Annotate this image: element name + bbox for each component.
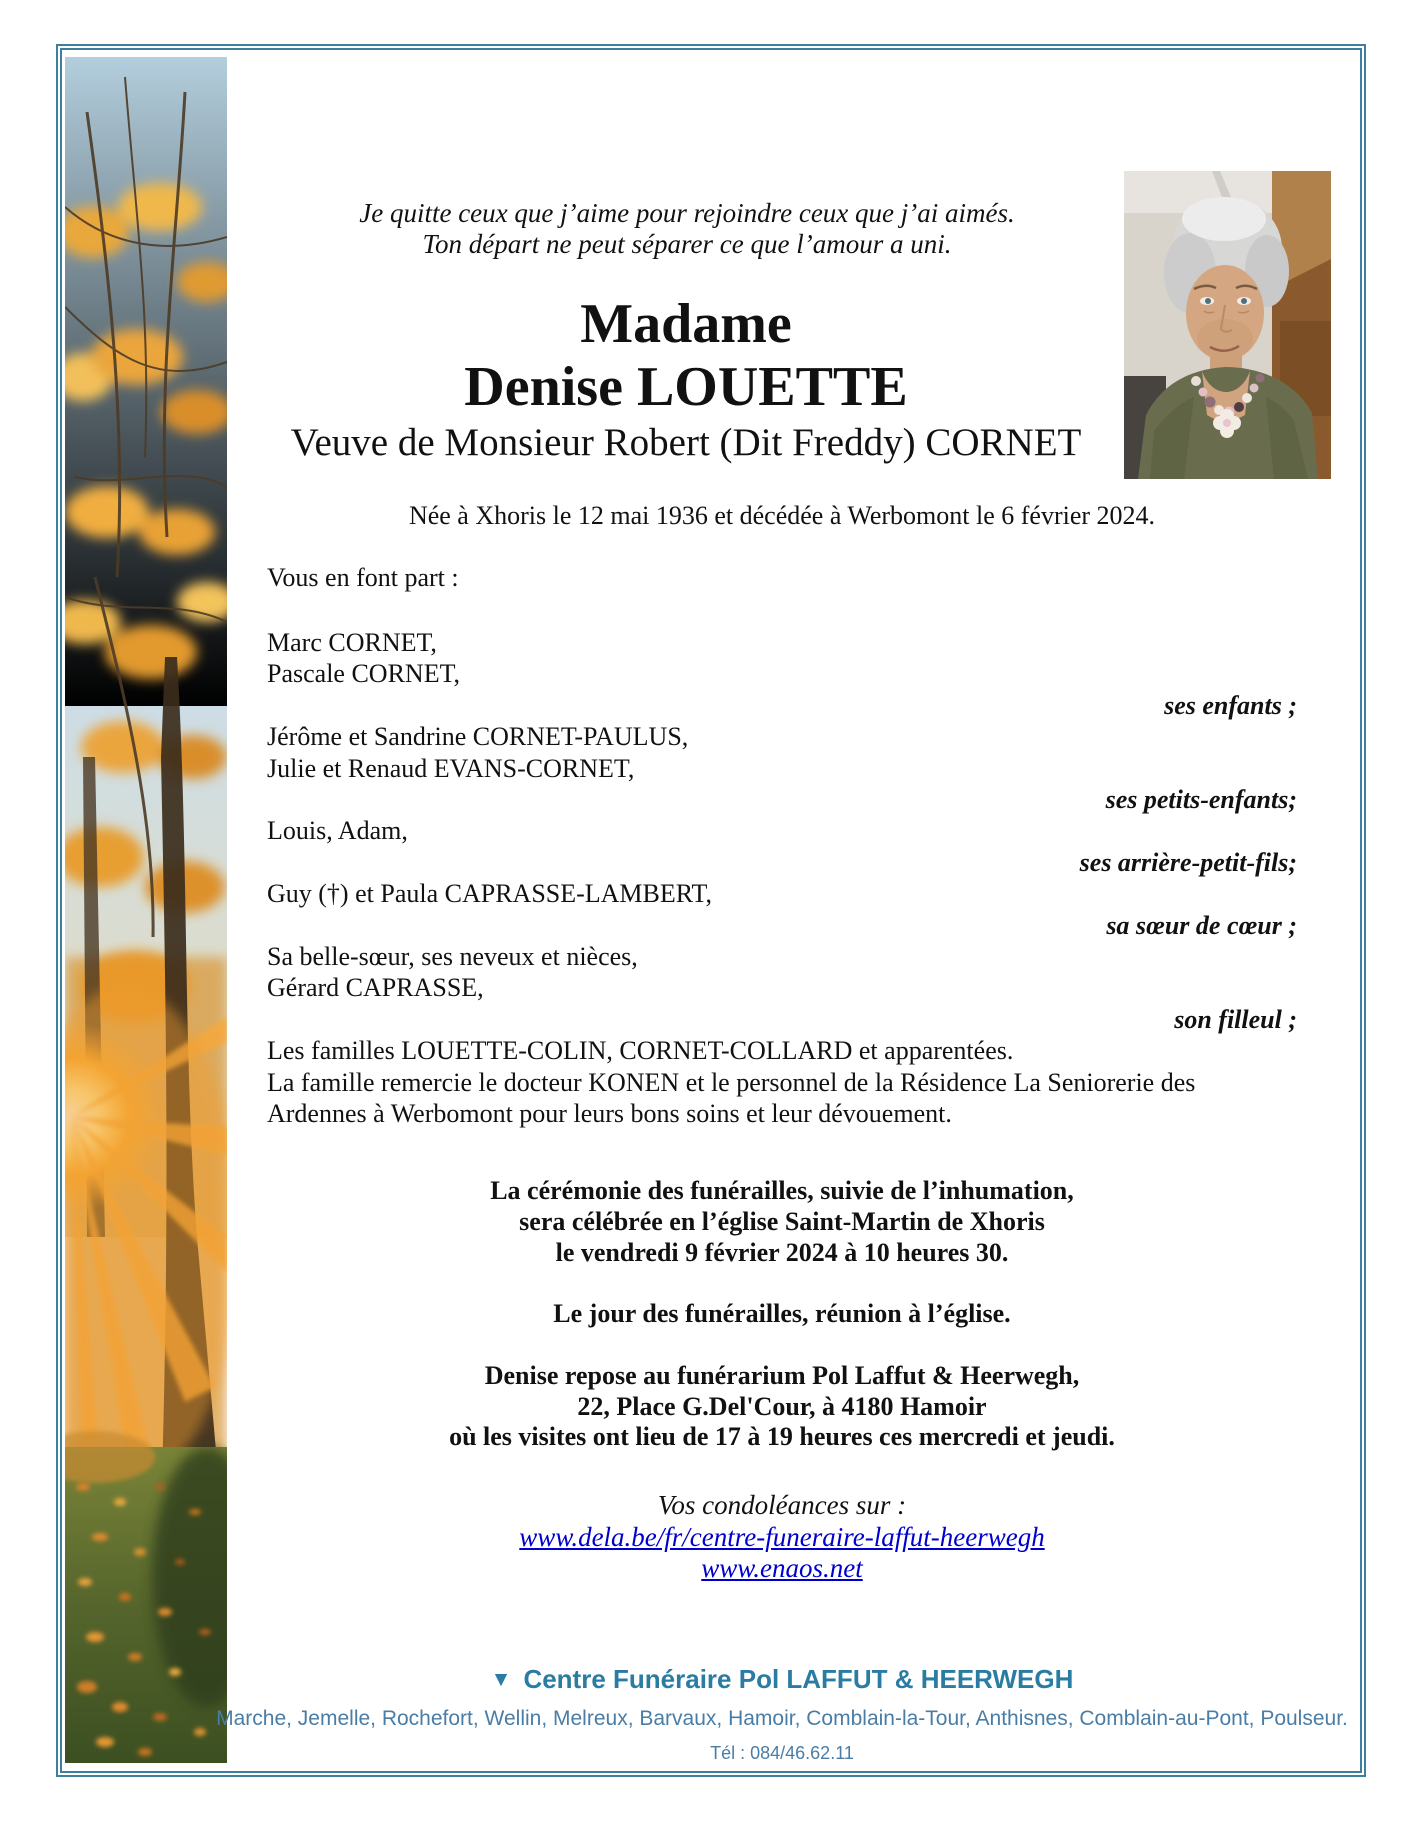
- family-name-line: Les familles LOUETTE-COLIN, CORNET-COLLARD et apparentées.: [267, 1036, 1014, 1066]
- ceremony-line: Le jour des funérailles, réunion à l’église.: [553, 1299, 1011, 1329]
- life-dates: Née à Xhoris le 12 mai 1936 et décédée à Werbomont le 6 février 2024.: [408, 501, 1156, 530]
- family-name-line: Louis, Adam,: [267, 816, 408, 846]
- relation-label: ses arrière-petit-fils;: [1079, 847, 1297, 877]
- ceremony-paragraph: [267, 1299, 1297, 1330]
- title-madame: Madame: [580, 293, 792, 355]
- relation-label: son filleul ;: [1174, 1004, 1297, 1034]
- ceremony-paragraph: [267, 1176, 1297, 1268]
- family-name-line: Gérard CAPRASSE,: [267, 973, 484, 1003]
- autumn-photo-strip: [65, 57, 227, 1763]
- relation-label: ses petits-enfants;: [1105, 785, 1297, 815]
- family-name-line: Ardennes à Werbomont pour leurs bons soins et leur dévouement.: [267, 1099, 952, 1129]
- relation-label: sa sœur de cœur ;: [1106, 910, 1297, 940]
- down-triangle-icon: ▼: [490, 1668, 512, 1691]
- ceremony-details: [267, 1176, 1297, 1453]
- subtitle-widow-of: Veuve de Monsieur Robert (Dit Freddy) CORNET: [290, 421, 1082, 464]
- ceremony-paragraph: [267, 1361, 1297, 1453]
- announcement-intro: Vous en font part :: [267, 563, 459, 592]
- relation-label: ses enfants ;: [1164, 690, 1297, 720]
- ceremony-line: 22, Place G.Del'Cour, à 4180 Hamoir: [577, 1391, 987, 1421]
- deceased-name: Denise LOUETTE: [464, 356, 908, 418]
- family-list: [267, 627, 1297, 1130]
- family-name-line: Sa belle-sœur, ses neveux et nièces,: [267, 942, 638, 972]
- funeral-home-locations: Marche, Jemelle, Rochefort, Wellin, Melreux, Barvaux, Hamoir, Comblain-la-Tour, Anthisnes, Comblain-au-Pont, Poulseur.: [216, 1707, 1348, 1730]
- ceremony-line: Denise repose au funérarium Pol Laffut & Heerwegh,: [484, 1360, 1080, 1390]
- condolence-links: [267, 1522, 1297, 1585]
- memorial-quote: [267, 198, 1107, 260]
- family-name-line: Pascale CORNET,: [267, 659, 461, 689]
- family-name-line: Julie et Renaud EVANS-CORNET,: [267, 753, 635, 783]
- family-name-line: La famille remercie le docteur KONEN et le personnel de la Résidence La Seniorerie des: [267, 1067, 1196, 1097]
- condolence-link-dela[interactable]: www.dela.be/fr/centre-funeraire-laffut-heerwegh: [519, 1521, 1045, 1552]
- memorial-quote-line-1: Je quitte ceux que j’aime pour rejoindre ceux que j’ai aimés.: [359, 198, 1015, 228]
- portrait-photo: [1124, 171, 1331, 479]
- ceremony-line: La cérémonie des funérailles, suivie de l’inhumation,: [490, 1176, 1074, 1205]
- deceased-portrait-image: [1124, 171, 1331, 479]
- condolences-label: Vos condoléances sur :: [657, 1490, 907, 1520]
- family-name-line: Guy (†) et Paula CAPRASSE-LAMBERT,: [267, 879, 713, 909]
- funeral-home-phone: Tél : 084/46.62.11: [710, 1743, 854, 1763]
- ceremony-line: le vendredi 9 février 2024 à 10 heures 30.: [555, 1237, 1009, 1267]
- title-block: [267, 293, 1105, 419]
- condolence-link-enaos[interactable]: www.enaos.net: [701, 1553, 863, 1583]
- memorial-quote-line-2: Ton départ ne peut séparer ce que l’amour a uni.: [422, 229, 952, 259]
- condolences-block: [267, 1490, 1297, 1585]
- funeral-home-brand: [267, 1664, 1297, 1697]
- family-name-line: Jérôme et Sandrine CORNET-PAULUS,: [267, 722, 689, 752]
- ceremony-line: où les visites ont lieu de 17 à 19 heures ces mercredi et jeudi.: [449, 1422, 1115, 1452]
- ceremony-line: sera célébrée en l’église Saint-Martin de Xhoris: [519, 1206, 1045, 1236]
- autumn-scene-image: [65, 57, 227, 1763]
- funeral-home-name: Centre Funéraire Pol LAFFUT & HEERWEGH: [523, 1664, 1074, 1694]
- family-name-line: Marc CORNET,: [267, 628, 437, 657]
